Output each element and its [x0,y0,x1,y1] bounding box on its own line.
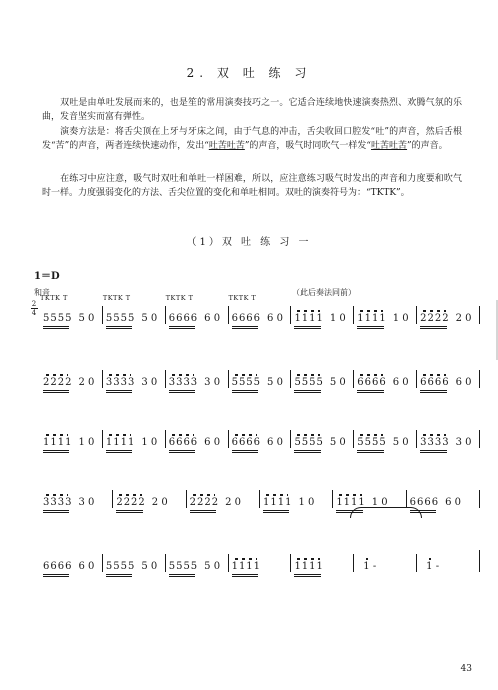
method-underline-1: 吐苦吐苦 [208,141,245,151]
note-group [169,437,198,448]
tonguing-mark: TKTK T [102,294,131,302]
beam-line [294,390,320,391]
note-group-text: 1111 [294,561,324,572]
note-group-text: 1111 [262,497,293,508]
beam-line [232,390,258,391]
octave-dots [233,558,257,560]
note-group [263,497,292,508]
beam-line [263,510,289,511]
note-group [116,497,145,508]
beam-line-secondary [232,452,258,453]
octave-dots [264,494,288,496]
note-group [43,437,72,448]
note-tail: 5 0 [141,561,158,572]
note-group [106,561,135,572]
note-group-text: 6666 [409,497,440,508]
measure [40,368,102,388]
octave-dots [421,434,445,436]
beam-line [232,450,258,451]
note-tail: 1 0 [392,313,409,324]
beam-line [357,450,383,451]
beam-line [420,390,446,391]
beam-line-secondary [190,512,216,513]
tonguing-mark: TKTK T [228,294,257,302]
note-tail: 5 0 [329,437,346,448]
beam-line-secondary [43,392,69,393]
octave-dots [107,374,131,376]
note-tail: 3 0 [78,497,95,508]
beam-line-secondary [294,452,320,453]
note-group [106,377,135,388]
note-tail: 1 - [363,561,376,572]
note-tail: 1 0 [78,437,95,448]
note-tail: 2 0 [455,313,472,324]
note-group [43,377,72,388]
note-group-text: 6666 [168,313,199,324]
note-tail: 6 0 [204,313,221,324]
note-group [106,437,135,448]
measure [354,368,416,388]
note-group-text: 1111 [336,497,366,508]
beam-line-secondary [357,392,383,393]
note-group [410,497,439,508]
beam-line-secondary [116,512,142,513]
measure [165,294,228,324]
beam-line-secondary [169,392,195,393]
note-group [169,377,198,388]
note-group [294,561,323,572]
beam-line [232,326,258,327]
paragraph-notes-text: 在练习中应注意，吸气时双吐和单吐一样困难，所以，应注意练习吸气时发出的声音和力度要和吹气时一样。力度强弱变化的方法、舌尖位置的变化和单吐相同。双吐的演奏符号为：“TKTK”。 [42,174,462,198]
note-group-text: 1111 [294,313,324,324]
note-tail: 6 0 [204,437,221,448]
octave-dots [170,434,194,436]
note-group [420,377,449,388]
octave-dots [117,494,141,496]
beam-line [294,450,320,451]
octave-dots [191,494,215,496]
beam-line [420,450,446,451]
note-tail: 3 0 [455,437,472,448]
measure [187,488,259,508]
note-group-text: 3333 [420,437,450,448]
measure [291,552,353,572]
note-group-text: 5555 [105,313,136,324]
note-group-text: 3333 [105,377,136,388]
note-group-text: 3333 [168,377,199,388]
octave-dots [421,310,445,312]
note-tail: 2 0 [225,497,242,508]
octave-dots [295,310,319,312]
section-title: 2. 双 吐 练 习 [186,66,312,80]
note-group-text: 2222 [189,497,220,508]
measure [354,428,416,448]
note-tail: 6 0 [455,377,472,388]
beam-line [43,326,69,327]
note-group-text: 5555 [43,313,73,324]
measure [260,488,332,508]
beam-line [43,390,69,391]
note-tail: 6 0 [267,313,283,324]
method-text-b: ”的声音，吸气时同吹气一样发“ [244,141,372,151]
note-tail: 1 0 [298,497,315,508]
note-group-text: 1111 [105,437,136,448]
note-group [190,497,219,508]
octave-dots [295,434,319,436]
beam-line-secondary [43,512,69,513]
note-group-text: 6666 [231,313,262,324]
key-signature: 1＝D [34,271,60,282]
score-row [40,428,480,448]
note-group [420,313,449,324]
note-group-text: 6666 [357,377,387,388]
beam-line [169,390,195,391]
measure [333,488,405,508]
paragraph-intro-text: 双吐是由单吐发展而来的，也是笙的常用演奏技巧之一。它适合连续地快速演奏热烈、欢腾气氛的乐曲，发音坚实而富有弹性。 [42,98,462,122]
note-group-text: 5555 [231,377,262,388]
measure [407,488,479,508]
beam-line [106,326,132,327]
measure [40,488,112,508]
measure [291,368,353,388]
measure [354,304,416,324]
note-group [357,437,386,448]
note-tail: 1 0 [329,313,346,324]
beam-line [357,390,383,391]
note-group-text: 1111 [231,561,262,572]
note-group [232,561,261,572]
note-tail: 6 0 [267,437,283,448]
beam-line-secondary [43,576,69,577]
barline [479,306,480,324]
beam-line-secondary [420,452,446,453]
note-tail: 1 0 [141,437,158,448]
note-tail: 3 0 [204,377,221,388]
time-signature-top: 2 [31,300,37,308]
measure [417,368,479,388]
harmony-label: 和音 [34,288,50,297]
beam-line [169,450,195,451]
measure [103,428,165,448]
barline [479,490,480,508]
beam-line-secondary [357,328,383,329]
beam-line-secondary [169,452,195,453]
note-tail: 6 0 [392,377,409,388]
measure [40,294,102,324]
octave-dot [427,558,431,560]
measure [229,368,291,388]
measure [417,552,479,572]
note-group [294,437,323,448]
beam-line-secondary [169,328,195,329]
note-group-text: 6666 [43,561,73,572]
beam-line [294,574,320,575]
octave-dots [233,374,257,376]
note-tail: 1 - [426,561,439,572]
time-signature-bottom: 4 [31,309,37,317]
note-group-text: 2222 [420,313,450,324]
note-group-text: 5555 [168,561,199,572]
note-group [232,377,261,388]
note-tail: 5 0 [78,313,95,324]
paragraph-notes [42,172,462,200]
beam-line [106,574,132,575]
beam-line-secondary [420,328,446,329]
measure [103,552,165,572]
measure [166,552,228,572]
note-group [294,377,323,388]
beam-line-secondary [294,576,320,577]
note-tail: 6 0 [445,497,461,508]
performance-annotation: （此后奏法同前） [292,288,356,297]
score-row [40,294,480,324]
beam-line [294,326,320,327]
note-group-text: 2222 [116,497,146,508]
method-text-a: 演奏方法是：将舌尖顶在上牙与牙床之间，由于气息的冲击，舌尖收回口腔发“吐”的声音，然后舌根发“苦”的声音，两者连续快速动作，发出“ [42,127,462,151]
beam-line [116,510,142,511]
octave-dots [358,374,382,376]
note-group-text: 1111 [357,313,387,324]
barline [479,550,480,572]
note-tail: 5 0 [141,313,158,324]
note-group [106,313,135,324]
paragraph-intro [42,96,462,124]
score-row [40,368,480,388]
beam-line [43,450,69,451]
beam-line-secondary [232,576,258,577]
beam-line-secondary [106,452,132,453]
note-group-text: 5555 [357,437,387,448]
octave-dots [337,494,361,496]
note-tail: 6 0 [78,561,95,572]
note-group [357,313,386,324]
note-tail: 5 0 [392,437,409,448]
beam-line [169,574,195,575]
measure [417,304,479,324]
octave-dot [364,558,368,560]
octave-dots [295,558,319,560]
measure [354,552,416,572]
note-tail: 2 0 [151,497,168,508]
octave-dots [421,374,445,376]
beam-line-secondary [106,328,132,329]
note-group [232,313,261,324]
method-text-c: ”的声音。 [407,141,448,151]
note-group [43,313,72,324]
measure [291,428,353,448]
beam-line [106,450,132,451]
beam-line-secondary [106,576,132,577]
note-tail: 2 0 [78,377,95,388]
beam-line-secondary [294,328,320,329]
note-group-text: 5555 [294,437,324,448]
note-tail: 5 0 [204,561,221,572]
note-group [169,561,198,572]
note-group [357,377,386,388]
measure [229,428,291,448]
score-row [40,488,480,508]
note-group [420,437,449,448]
exercise-title: （1）双 吐 练 习 一 [186,237,312,248]
octave-dots [233,434,257,436]
beam-line-secondary [232,328,258,329]
measure [417,428,479,448]
note-group-text: 3333 [43,497,73,508]
beam-line-secondary [263,512,289,513]
octave-dots [44,434,68,436]
beam-line [106,390,132,391]
beam-line [232,574,258,575]
note-group [43,561,72,572]
beam-line-secondary [106,392,132,393]
method-underline-2: 吐苦吐苦 [371,141,408,151]
measure [166,368,228,388]
note-group-text: 2222 [43,377,73,388]
beam-line [190,510,216,511]
tonguing-mark: TKTK T [165,294,194,302]
note-group [294,313,323,324]
octave-dots [107,434,131,436]
note-group [232,437,261,448]
measure [229,552,291,572]
measure [40,428,102,448]
note-tail: 1 0 [371,497,388,508]
time-signature [30,300,38,317]
note-tail: 3 0 [141,377,158,388]
beam-line-secondary [357,452,383,453]
beam-line [357,326,383,327]
note-group [43,497,72,508]
octave-dots [295,374,319,376]
measure [40,552,102,572]
barline [479,430,480,448]
beam-line-secondary [43,452,69,453]
beam-line [43,574,69,575]
page-number: 43 [460,664,472,674]
note-group-text: 1111 [43,437,73,448]
note-group-text: 6666 [231,437,262,448]
measure [228,294,291,324]
measure [102,294,165,324]
beam-line-secondary [232,392,258,393]
barline [479,370,480,388]
tie-slur [350,507,422,518]
beam-line-secondary [43,328,69,329]
octave-dots [44,374,68,376]
beam-line-secondary [294,392,320,393]
paragraph-method [42,125,462,153]
beam-line [420,326,446,327]
measure [113,488,185,508]
note-group-text: 5555 [105,561,136,572]
measure [166,428,228,448]
octave-dots [44,494,68,496]
note-group-text: 6666 [168,437,199,448]
note-tail: 5 0 [267,377,283,388]
score-row [40,552,480,572]
measure [103,368,165,388]
octave-dots [170,374,194,376]
note-group-text: 6666 [420,377,450,388]
octave-dots [358,434,382,436]
beam-line [43,510,69,511]
note-tail: 5 0 [329,377,346,388]
beam-line-secondary [169,576,195,577]
note-group [169,313,198,324]
octave-dots [358,310,382,312]
note-group-text: 5555 [294,377,324,388]
measure [291,304,353,324]
beam-line [169,326,195,327]
tonguing-mark: TKTK T [40,294,68,302]
beam-line-secondary [420,392,446,393]
